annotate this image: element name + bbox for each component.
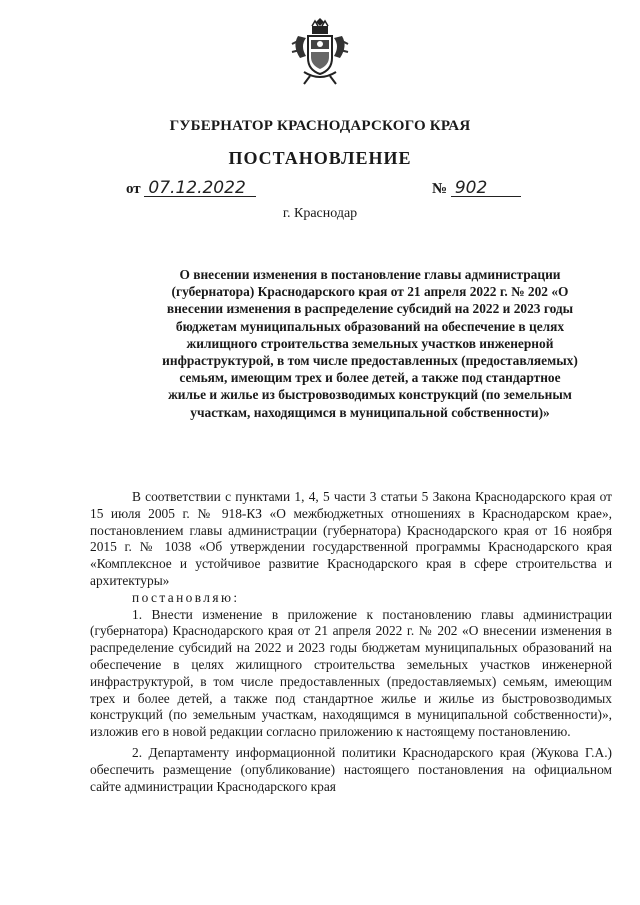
resolve-word: постановляю: bbox=[132, 589, 240, 605]
clause-2: 2. Департаменту информационной политики Краснодарского края (Жукова Г.А.) обеспечить размещение (опубликование) настоящего постановления на официальном сайте администрации Краснодарского края bbox=[90, 744, 612, 794]
clause-1: 1. Внести изменение в приложение к постановлению главы администрации (губернатора) Краснодарского края от 21 апреля 2022 г. № 202 «О внесении изменения в распределение субсидий на 2022 и 2023 годы бюджетам муниципальных образований на обеспечение в целях жилищного строительства земельных участков инженерной инфраструктурой, в том числе предоставленных (предоставляемых) семьям, имеющим трех и более детей, а также под стандартное жилье и жилье из быстровозводимых конструкций (по земельным участкам, находящимся в муниципальной собственности)», изложив его в новой редакции согласно приложению к настоящему постановлению. bbox=[90, 606, 612, 740]
preamble-paragraph: В соответствии с пунктами 1, 4, 5 части 3 статьи 5 Закона Краснодарского края от 15 июля 2005 г. № 918-КЗ «О межбюджетных отношениях в Краснодарском крае», постановлением главы администрации (губернатора) Краснодарского края от 16 ноября 2015 г. № 1038 «Об утверждении государственной программы Краснодарского края «Комплексное и устойчивое развитие Краснодарского края в сфере строительства и архитектуры» bbox=[90, 489, 612, 588]
number-prefix: № bbox=[432, 181, 448, 197]
document-type: ПОСТАНОВЛЕНИЕ bbox=[228, 148, 412, 168]
document-number: 902 bbox=[451, 180, 521, 197]
document-number-line bbox=[432, 180, 521, 198]
issuing-authority: ГУБЕРНАТОР КРАСНОДАРСКОГО КРАЯ bbox=[169, 118, 471, 134]
document-date-line bbox=[126, 180, 256, 198]
document-title: О внесении изменения в постановление главы администрации (губернатора) Краснодарского края от 21 апреля 2022 г. № 202 «О внесении изменения в распределение субсидий на 2022 и 2023 годы бюджетам муниципальных образований на обеспечение в целях жилищного строительства земельных участков инженерной инфраструктурой, в том числе предоставленных (предоставляемых) семьям, имеющим трех и более детей, а также под стандартное жилье и жилье из быстровозводимых конструкций (по земельным участкам, находящимся в муниципальной собственности)» bbox=[162, 267, 578, 420]
city: г. Краснодар bbox=[282, 206, 358, 221]
coat-of-arms-icon bbox=[290, 14, 350, 86]
date-prefix: от bbox=[126, 181, 141, 197]
document-body bbox=[90, 489, 612, 795]
document-date: 07.12.2022 bbox=[144, 180, 256, 197]
